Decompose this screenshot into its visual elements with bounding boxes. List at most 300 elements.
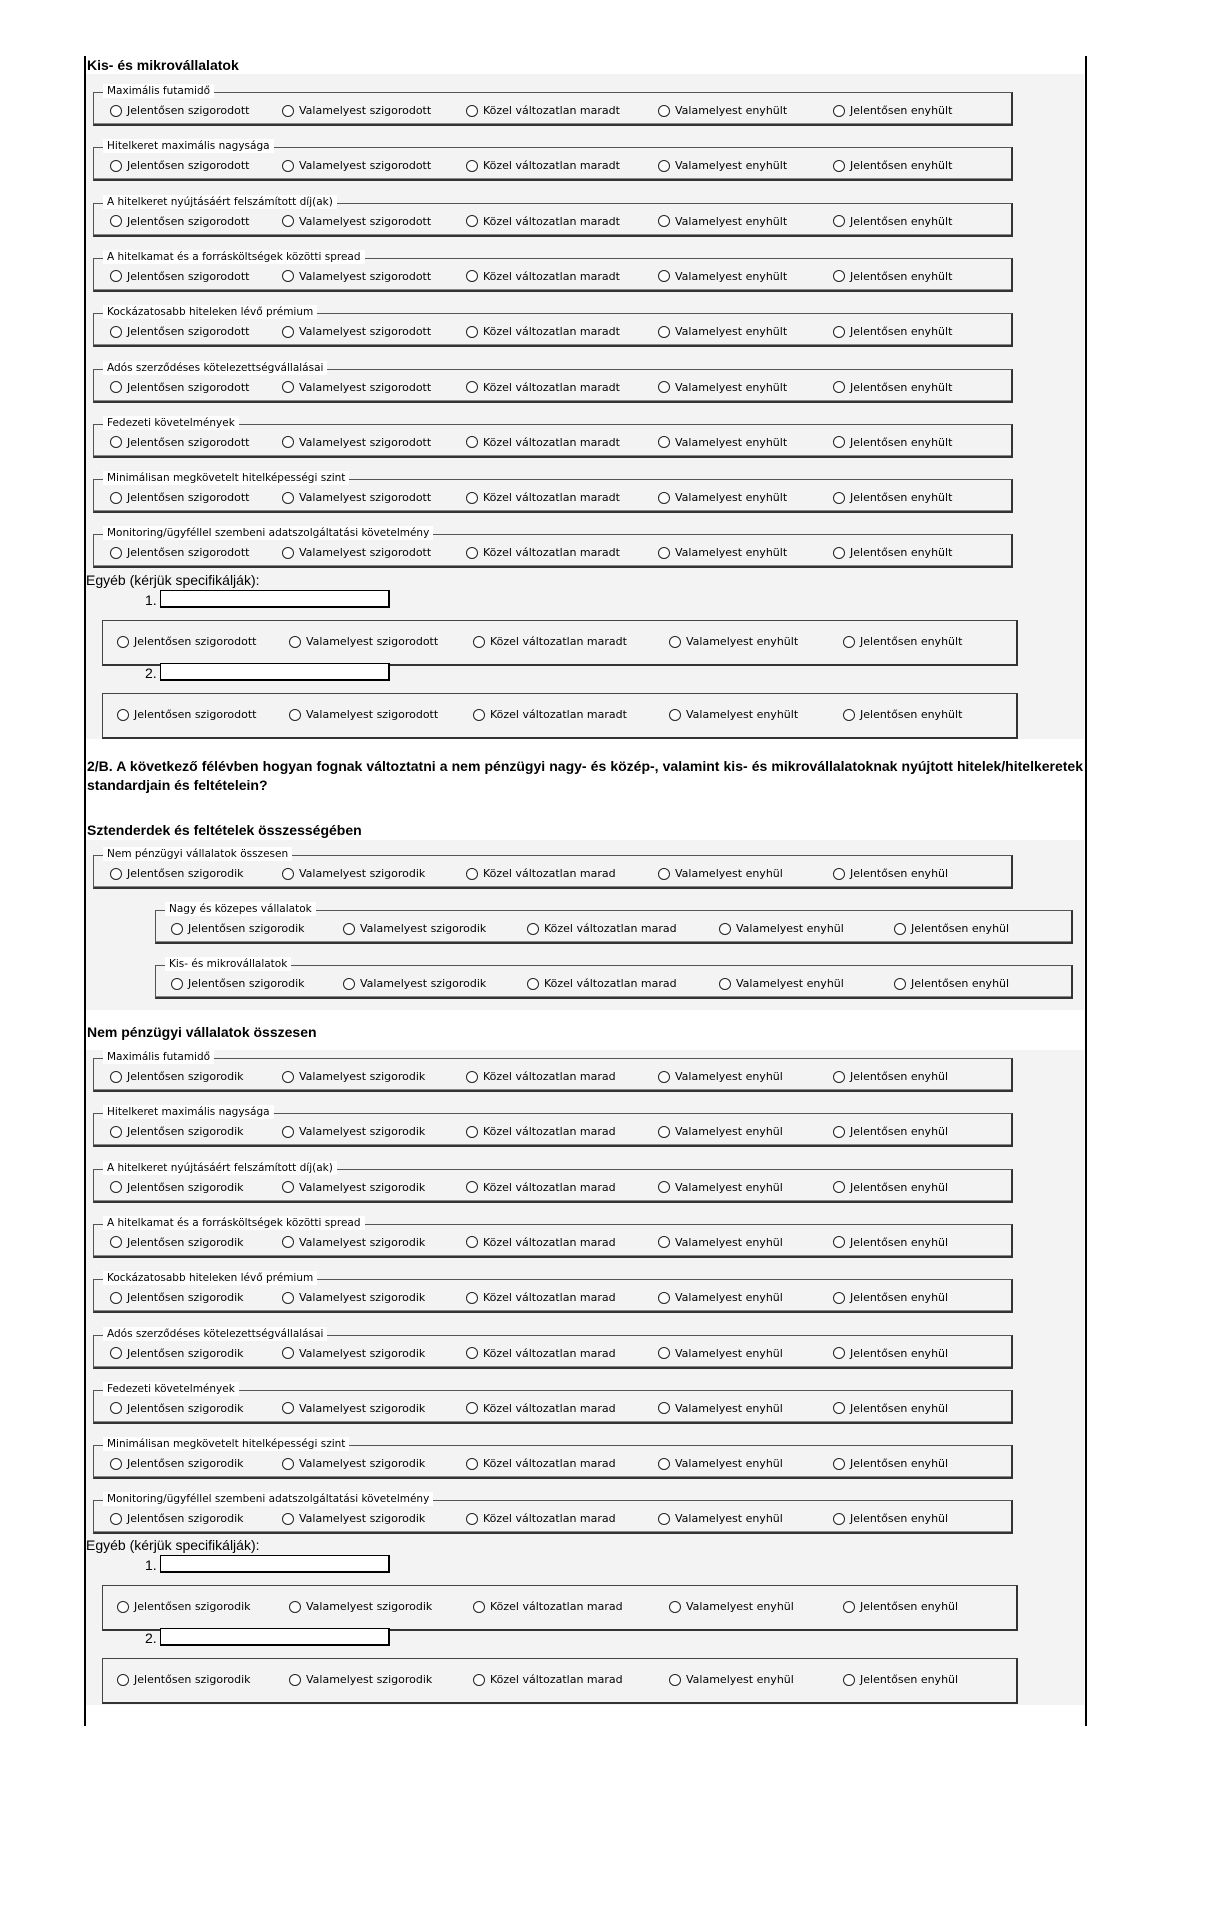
radio-option[interactable] [466, 491, 620, 504]
radio-option[interactable] [719, 977, 844, 990]
radio-option[interactable] [473, 1673, 623, 1686]
radio-option[interactable] [658, 436, 787, 449]
radio-circle-icon[interactable] [658, 1513, 670, 1525]
radio-circle-icon[interactable] [669, 709, 681, 721]
radio-option[interactable] [833, 867, 948, 880]
radio-option[interactable] [833, 1402, 948, 1415]
radio-circle-icon[interactable] [110, 1292, 122, 1304]
radio-option-label: Valamelyest enyhül [675, 1457, 783, 1471]
radio-option-label: Valamelyest szigorodott [306, 635, 439, 648]
radio-circle-icon[interactable] [110, 215, 122, 227]
radio-circle-icon[interactable] [110, 326, 122, 338]
radio-option[interactable] [110, 1125, 244, 1138]
radio-option[interactable] [658, 381, 787, 394]
radio-circle-icon[interactable] [833, 492, 845, 504]
radio-option-label: Valamelyest szigorodik [360, 977, 487, 990]
radio-option[interactable] [466, 436, 620, 449]
radio-circle-icon[interactable] [833, 160, 845, 172]
radio-option[interactable] [466, 1291, 616, 1304]
radio-circle-icon[interactable] [466, 436, 478, 448]
radio-circle-icon[interactable] [527, 923, 539, 935]
rating-group [155, 953, 1073, 999]
radio-option-label: Valamelyest enyhült [675, 159, 788, 173]
radio-circle-icon[interactable] [282, 1458, 294, 1470]
radio-option[interactable] [282, 1291, 425, 1304]
radio-circle-icon[interactable] [658, 160, 670, 172]
radio-option[interactable] [658, 1347, 783, 1360]
radio-option[interactable] [289, 708, 438, 721]
radio-option[interactable] [466, 159, 620, 172]
radio-circle-icon[interactable] [282, 270, 294, 282]
radio-circle-icon[interactable] [282, 868, 294, 880]
radio-option[interactable] [833, 1457, 948, 1470]
radio-option[interactable] [110, 436, 249, 449]
radio-circle-icon[interactable] [843, 1674, 855, 1686]
radio-circle-icon[interactable] [282, 1402, 294, 1414]
radio-circle-icon[interactable] [833, 1236, 845, 1248]
radio-option[interactable] [466, 1236, 616, 1249]
radio-option-label: Valamelyest enyhült [686, 635, 799, 648]
radio-option[interactable] [466, 1512, 616, 1525]
radio-circle-icon[interactable] [343, 978, 355, 990]
radio-option[interactable] [843, 1673, 958, 1686]
radio-option[interactable] [117, 1673, 251, 1686]
radio-circle-icon[interactable] [658, 1347, 670, 1359]
radio-circle-icon[interactable] [658, 1292, 670, 1304]
radio-circle-icon[interactable] [289, 1674, 301, 1686]
radio-option-label: Valamelyest enyhül [675, 1401, 783, 1415]
radio-option[interactable] [466, 104, 620, 117]
radio-option[interactable] [282, 1125, 425, 1138]
radio-circle-icon[interactable] [466, 1402, 478, 1414]
radio-option[interactable] [110, 1181, 244, 1194]
radio-circle-icon[interactable] [658, 1071, 670, 1083]
radio-option[interactable] [110, 104, 249, 117]
radio-option-label: Valamelyest szigorodik [306, 1600, 433, 1613]
radio-option[interactable] [117, 708, 256, 721]
radio-circle-icon[interactable] [110, 1402, 122, 1414]
radio-option-label: Közel változatlan maradt [483, 435, 620, 449]
group-legend: Adós szerződéses kötelezettségvállalásai [103, 361, 327, 375]
radio-option[interactable] [110, 1236, 244, 1249]
radio-circle-icon[interactable] [833, 215, 845, 227]
radio-circle-icon[interactable] [658, 326, 670, 338]
radio-circle-icon[interactable] [466, 1347, 478, 1359]
radio-option[interactable] [669, 635, 798, 648]
radio-circle-icon[interactable] [282, 1071, 294, 1083]
radio-circle-icon[interactable] [719, 978, 731, 990]
radio-option[interactable] [843, 635, 962, 648]
radio-circle-icon[interactable] [110, 1347, 122, 1359]
radio-option-label: Valamelyest enyhül [675, 1125, 783, 1139]
radio-option[interactable] [110, 270, 249, 283]
radio-circle-icon[interactable] [110, 1513, 122, 1525]
radio-circle-icon[interactable] [282, 1181, 294, 1193]
radio-option[interactable] [658, 1181, 783, 1194]
radio-circle-icon[interactable] [282, 1513, 294, 1525]
radio-circle-icon[interactable] [171, 978, 183, 990]
radio-option[interactable] [289, 1600, 432, 1613]
radio-option[interactable] [833, 104, 952, 117]
radio-option[interactable] [658, 1236, 783, 1249]
radio-option[interactable] [843, 1600, 958, 1613]
radio-option[interactable] [466, 1181, 616, 1194]
radio-circle-icon[interactable] [658, 1458, 670, 1470]
radio-circle-icon[interactable] [473, 709, 485, 721]
radio-circle-icon[interactable] [658, 381, 670, 393]
radio-circle-icon[interactable] [833, 381, 845, 393]
radio-circle-icon[interactable] [171, 923, 183, 935]
radio-circle-icon[interactable] [466, 1292, 478, 1304]
radio-option[interactable] [110, 381, 249, 394]
radio-circle-icon[interactable] [282, 436, 294, 448]
radio-option[interactable] [282, 104, 431, 117]
radio-option-label: Közel változatlan maradt [490, 635, 627, 648]
other-rating-row [102, 620, 1018, 666]
radio-circle-icon[interactable] [833, 1071, 845, 1083]
radio-circle-icon[interactable] [473, 1674, 485, 1686]
radio-circle-icon[interactable] [833, 1181, 845, 1193]
radio-option[interactable] [894, 977, 1009, 990]
radio-option-label: Valamelyest enyhült [675, 546, 788, 560]
radio-option[interactable] [110, 1457, 244, 1470]
group-legend: Minimálisan megkövetelt hitelképességi szint [103, 1437, 349, 1451]
radio-circle-icon[interactable] [282, 1236, 294, 1248]
radio-circle-icon[interactable] [473, 1601, 485, 1613]
radio-circle-icon[interactable] [833, 1292, 845, 1304]
radio-circle-icon[interactable] [833, 1126, 845, 1138]
radio-circle-icon[interactable] [466, 270, 478, 282]
radio-option[interactable] [117, 1600, 251, 1613]
radio-circle-icon[interactable] [466, 160, 478, 172]
radio-option-label: Jelentősen enyhül [850, 867, 949, 880]
radio-option-label: Közel változatlan marad [483, 1291, 616, 1305]
radio-option[interactable] [833, 325, 952, 338]
radio-option-label: Valamelyest szigorodott [306, 708, 439, 721]
radio-option[interactable] [466, 1125, 616, 1138]
radio-option[interactable] [282, 1347, 425, 1360]
radio-option-label: Jelentősen enyhült [850, 435, 953, 449]
radio-option-label: Jelentősen szigorodik [127, 1180, 244, 1194]
radio-circle-icon[interactable] [843, 1601, 855, 1613]
radio-option[interactable] [282, 491, 431, 504]
radio-option[interactable] [466, 867, 616, 880]
radio-option[interactable] [110, 215, 249, 228]
radio-option[interactable] [110, 491, 249, 504]
radio-circle-icon[interactable] [466, 1513, 478, 1525]
radio-option-label: Jelentősen enyhül [850, 1180, 949, 1194]
radio-circle-icon[interactable] [658, 1402, 670, 1414]
radio-circle-icon[interactable] [110, 160, 122, 172]
radio-option[interactable] [658, 491, 787, 504]
radio-option[interactable] [658, 1402, 783, 1415]
other-text-field-1[interactable] [160, 590, 390, 608]
radio-circle-icon[interactable] [289, 636, 301, 648]
radio-circle-icon[interactable] [658, 105, 670, 117]
radio-circle-icon[interactable] [282, 381, 294, 393]
radio-circle-icon[interactable] [658, 1236, 670, 1248]
radio-option[interactable] [833, 1512, 948, 1525]
radio-option[interactable] [466, 215, 620, 228]
radio-circle-icon[interactable] [658, 270, 670, 282]
radio-option[interactable] [658, 104, 787, 117]
radio-option[interactable] [658, 546, 787, 559]
radio-circle-icon[interactable] [669, 1601, 681, 1613]
radio-circle-icon[interactable] [833, 105, 845, 117]
radio-option-label: Valamelyest szigorodott [299, 435, 432, 449]
radio-option-label: Valamelyest szigorodik [299, 1235, 426, 1249]
radio-option[interactable] [110, 867, 244, 880]
radio-circle-icon[interactable] [110, 868, 122, 880]
radio-circle-icon[interactable] [658, 215, 670, 227]
radio-circle-icon[interactable] [833, 1402, 845, 1414]
radio-option[interactable] [719, 922, 844, 935]
radio-circle-icon[interactable] [894, 923, 906, 935]
radio-option[interactable] [282, 436, 431, 449]
radio-circle-icon[interactable] [110, 1181, 122, 1193]
other-text-field-2[interactable] [160, 663, 390, 681]
radio-option[interactable] [110, 1402, 244, 1415]
radio-option[interactable] [466, 1070, 616, 1083]
radio-option[interactable] [658, 270, 787, 283]
radio-option[interactable] [833, 1347, 948, 1360]
radio-circle-icon[interactable] [282, 492, 294, 504]
radio-option[interactable] [466, 1402, 616, 1415]
radio-option[interactable] [833, 1125, 948, 1138]
radio-circle-icon[interactable] [282, 1347, 294, 1359]
radio-option[interactable] [282, 1402, 425, 1415]
radio-circle-icon[interactable] [282, 215, 294, 227]
radio-circle-icon[interactable] [527, 978, 539, 990]
radio-option[interactable] [282, 1236, 425, 1249]
radio-option-label: Jelentősen enyhül [850, 1401, 949, 1415]
radio-option-label: Közel változatlan marad [483, 1512, 616, 1526]
radio-option[interactable] [289, 1673, 432, 1686]
radio-option[interactable] [658, 867, 783, 880]
radio-circle-icon[interactable] [466, 326, 478, 338]
radio-circle-icon[interactable] [110, 1126, 122, 1138]
radio-circle-icon[interactable] [843, 636, 855, 648]
radio-option[interactable] [669, 708, 798, 721]
radio-circle-icon[interactable] [658, 1126, 670, 1138]
radio-circle-icon[interactable] [466, 1458, 478, 1470]
radio-option[interactable] [282, 215, 431, 228]
radio-option-label: Jelentősen szigorodik [188, 977, 305, 990]
radio-option[interactable] [833, 491, 952, 504]
radio-option[interactable] [282, 1181, 425, 1194]
radio-option[interactable] [473, 1600, 623, 1613]
radio-circle-icon[interactable] [466, 215, 478, 227]
radio-option[interactable] [658, 325, 787, 338]
radio-circle-icon[interactable] [719, 923, 731, 935]
radio-option[interactable] [110, 546, 249, 559]
radio-circle-icon[interactable] [466, 1236, 478, 1248]
radio-option-label: Valamelyest szigorodik [299, 1125, 426, 1139]
radio-option-label: Valamelyest szigorodik [299, 1346, 426, 1360]
radio-circle-icon[interactable] [658, 436, 670, 448]
radio-option[interactable] [466, 546, 620, 559]
radio-circle-icon[interactable] [833, 270, 845, 282]
radio-option[interactable] [833, 159, 952, 172]
group-legend: Monitoring/ügyféllel szembeni adatszolgáltatási követelmény [103, 1492, 433, 1506]
radio-circle-icon[interactable] [282, 1126, 294, 1138]
radio-option[interactable] [658, 1291, 783, 1304]
radio-circle-icon[interactable] [117, 1601, 129, 1613]
radio-circle-icon[interactable] [110, 1071, 122, 1083]
radio-option-label: Jelentősen szigorodott [127, 269, 250, 283]
radio-option[interactable] [110, 159, 249, 172]
radio-option[interactable] [833, 381, 952, 394]
radio-circle-icon[interactable] [282, 160, 294, 172]
radio-option[interactable] [289, 635, 438, 648]
radio-circle-icon[interactable] [466, 381, 478, 393]
radio-circle-icon[interactable] [833, 1458, 845, 1470]
radio-option[interactable] [658, 215, 787, 228]
radio-circle-icon[interactable] [110, 1236, 122, 1248]
radio-option[interactable] [833, 270, 952, 283]
radio-option[interactable] [527, 977, 677, 990]
radio-option[interactable] [110, 325, 249, 338]
radio-circle-icon[interactable] [658, 492, 670, 504]
radio-option-label: Közel változatlan maradt [483, 380, 620, 394]
radio-option[interactable] [658, 1457, 783, 1470]
radio-circle-icon[interactable] [110, 1458, 122, 1470]
radio-option[interactable] [282, 867, 425, 880]
group-legend: Kockázatosabb hiteleken lévő prémium [103, 1271, 317, 1285]
radio-option[interactable] [110, 1291, 244, 1304]
radio-option[interactable] [466, 381, 620, 394]
radio-circle-icon[interactable] [894, 978, 906, 990]
radio-option[interactable] [171, 922, 305, 935]
radio-option[interactable] [833, 215, 952, 228]
radio-circle-icon[interactable] [289, 1601, 301, 1613]
radio-option[interactable] [833, 1291, 948, 1304]
radio-option[interactable] [833, 546, 952, 559]
radio-option[interactable] [282, 1070, 425, 1083]
radio-option-label: Valamelyest enyhül [736, 977, 844, 990]
radio-option[interactable] [466, 270, 620, 283]
radio-option-label: Valamelyest szigorodik [299, 867, 426, 880]
radio-option[interactable] [466, 1457, 616, 1470]
radio-option[interactable] [669, 1600, 794, 1613]
radio-option[interactable] [833, 1181, 948, 1194]
radio-circle-icon[interactable] [833, 326, 845, 338]
radio-option[interactable] [658, 1125, 783, 1138]
other-text-field-1b[interactable] [160, 1555, 390, 1573]
radio-option[interactable] [466, 325, 620, 338]
radio-circle-icon[interactable] [843, 709, 855, 721]
radio-option[interactable] [466, 1347, 616, 1360]
radio-circle-icon[interactable] [466, 547, 478, 559]
radio-circle-icon[interactable] [658, 868, 670, 880]
radio-circle-icon[interactable] [110, 270, 122, 282]
radio-circle-icon[interactable] [473, 636, 485, 648]
radio-option-label: Jelentősen szigorodott [127, 380, 250, 394]
radio-option[interactable] [343, 922, 486, 935]
radio-circle-icon[interactable] [282, 547, 294, 559]
radio-option[interactable] [110, 1347, 244, 1360]
radio-option-label: Valamelyest enyhült [675, 325, 788, 339]
radio-option[interactable] [282, 159, 431, 172]
radio-circle-icon[interactable] [669, 636, 681, 648]
radio-circle-icon[interactable] [466, 1071, 478, 1083]
radio-circle-icon[interactable] [833, 436, 845, 448]
radio-circle-icon[interactable] [833, 868, 845, 880]
rating-group [93, 1046, 1013, 1092]
radio-circle-icon[interactable] [466, 868, 478, 880]
radio-circle-icon[interactable] [110, 547, 122, 559]
radio-circle-icon[interactable] [669, 1674, 681, 1686]
radio-circle-icon[interactable] [282, 105, 294, 117]
radio-circle-icon[interactable] [282, 1292, 294, 1304]
radio-circle-icon[interactable] [833, 547, 845, 559]
radio-option[interactable] [282, 1512, 425, 1525]
radio-option-label: Jelentősen enyhült [850, 214, 953, 228]
radio-circle-icon[interactable] [658, 1181, 670, 1193]
radio-circle-icon[interactable] [110, 492, 122, 504]
radio-option[interactable] [843, 708, 962, 721]
group-legend: Monitoring/ügyféllel szembeni adatszolgáltatási követelmény [103, 526, 433, 540]
radio-option[interactable] [473, 708, 627, 721]
rating-group [93, 135, 1013, 181]
radio-option[interactable] [117, 635, 256, 648]
radio-option[interactable] [171, 977, 305, 990]
radio-option[interactable] [110, 1512, 244, 1525]
radio-option[interactable] [343, 977, 486, 990]
radio-option[interactable] [110, 1070, 244, 1083]
radio-option-label: Valamelyest szigorodik [299, 1512, 426, 1526]
radio-circle-icon[interactable] [343, 923, 355, 935]
radio-circle-icon[interactable] [117, 1674, 129, 1686]
radio-circle-icon[interactable] [466, 1126, 478, 1138]
radio-option[interactable] [527, 922, 677, 935]
radio-circle-icon[interactable] [466, 105, 478, 117]
radio-circle-icon[interactable] [466, 1181, 478, 1193]
radio-circle-icon[interactable] [282, 326, 294, 338]
radio-option[interactable] [833, 1236, 948, 1249]
radio-option-label: Valamelyest enyhült [675, 104, 788, 117]
radio-circle-icon[interactable] [117, 636, 129, 648]
radio-option[interactable] [658, 1512, 783, 1525]
radio-circle-icon[interactable] [117, 709, 129, 721]
radio-option[interactable] [658, 1070, 783, 1083]
radio-circle-icon[interactable] [658, 547, 670, 559]
radio-circle-icon[interactable] [110, 381, 122, 393]
radio-option[interactable] [282, 1457, 425, 1470]
radio-option[interactable] [282, 325, 431, 338]
radio-option[interactable] [282, 270, 431, 283]
radio-circle-icon[interactable] [289, 709, 301, 721]
radio-option[interactable] [282, 381, 431, 394]
radio-circle-icon[interactable] [110, 105, 122, 117]
radio-circle-icon[interactable] [466, 492, 478, 504]
radio-option-label: Jelentősen enyhült [850, 380, 953, 394]
radio-circle-icon[interactable] [833, 1347, 845, 1359]
radio-option[interactable] [833, 436, 952, 449]
radio-option[interactable] [658, 159, 787, 172]
radio-circle-icon[interactable] [110, 436, 122, 448]
other-text-field-2b[interactable] [160, 1628, 390, 1646]
radio-option[interactable] [833, 1070, 948, 1083]
radio-option[interactable] [894, 922, 1009, 935]
radio-option[interactable] [669, 1673, 794, 1686]
radio-option[interactable] [473, 635, 627, 648]
radio-option-label: Jelentősen szigorodott [127, 159, 250, 173]
radio-option-label: Közel változatlan maradt [483, 214, 620, 228]
radio-circle-icon[interactable] [833, 1513, 845, 1525]
radio-option[interactable] [282, 546, 431, 559]
section-title-nonfinancial: Nem pénzügyi vállalatok összesen [87, 1024, 317, 1040]
